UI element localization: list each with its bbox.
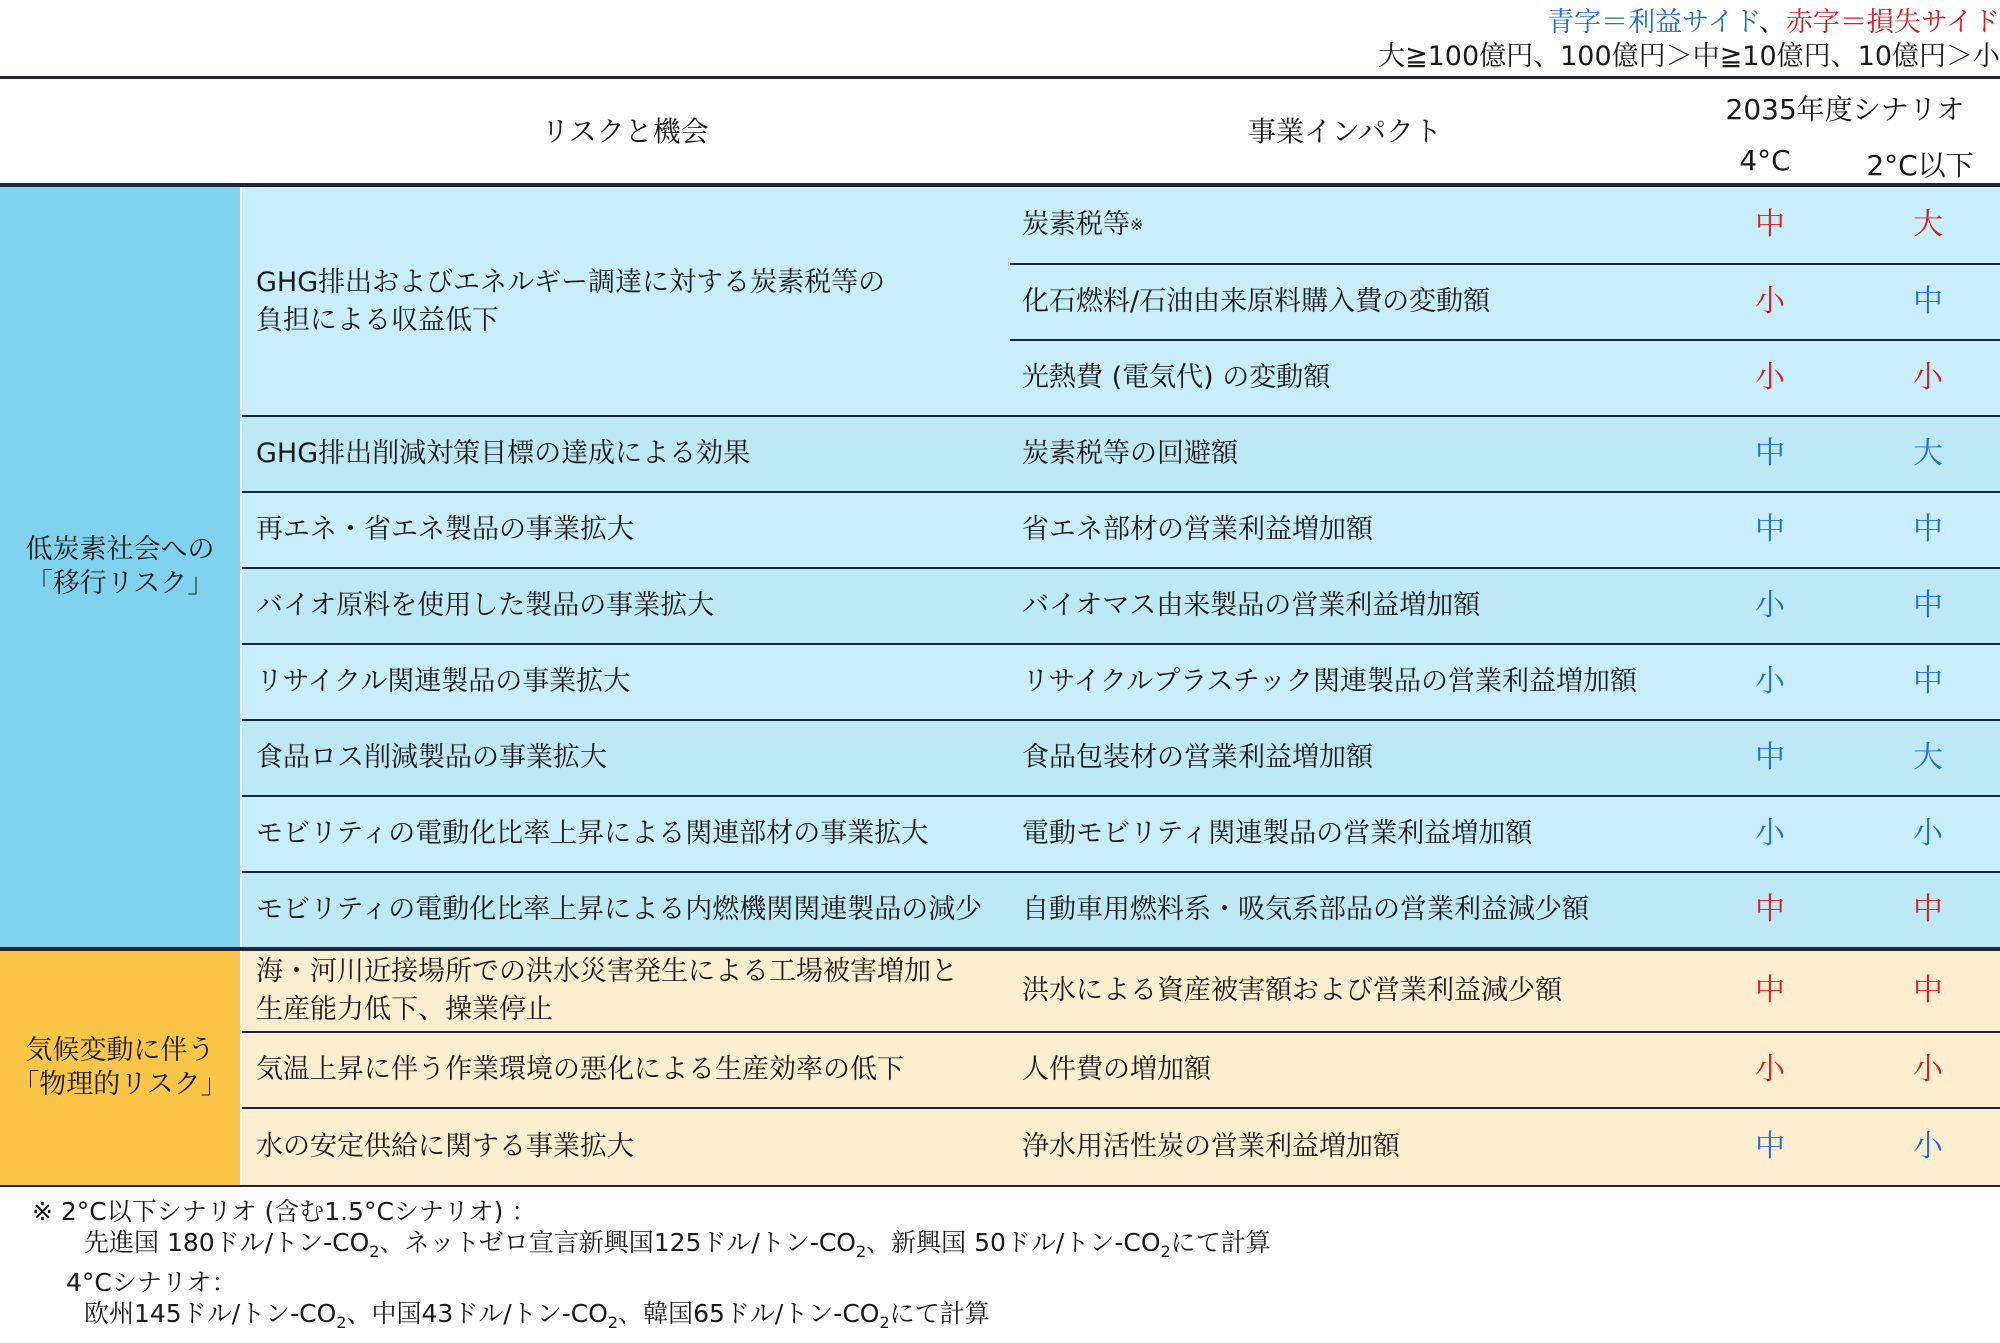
table-row (242, 417, 2000, 491)
table-row (242, 797, 2000, 871)
impact-cell: 省エネ部材の営業利益増加額 (1022, 514, 1373, 545)
impact-cell (1022, 187, 1702, 263)
level-4c: 小 (1755, 664, 1785, 699)
level-2c: 中 (1913, 892, 1943, 927)
category-physical-line1: 気候変動に伴う (25, 1035, 215, 1066)
level-2c: 中 (1913, 664, 1943, 699)
footnote (32, 1196, 1271, 1338)
footnote-line2: 先進国 180ドル/トン$-CO_2$、ネットゼロ宣言新興国125ドル/トン$-CO_2$、新興国 50ドル/トン$-CO_2$にて計算 (84, 1228, 1271, 1261)
table-row (242, 721, 2000, 795)
level-4c: 小 (1755, 360, 1785, 395)
header-impact: 事業インパクト (1247, 115, 1443, 148)
header-4c: 4°C (1739, 144, 1791, 177)
level-2c: 中 (1913, 284, 1943, 319)
risk-cell: 水の安定供給に関する事業拡大 (256, 1131, 634, 1162)
level-2c: 小 (1913, 816, 1943, 851)
risk-cell: リサイクル関連製品の事業拡大 (256, 666, 631, 697)
level-4c: 小 (1755, 1052, 1785, 1087)
level-2c: 大 (1913, 436, 1943, 471)
impact-cell: 食品包装材の営業利益増加額 (1022, 742, 1373, 773)
table-row (242, 1109, 2000, 1185)
level-2c: 中 (1913, 973, 1943, 1008)
impact-text: 炭素税等 (1022, 209, 1130, 240)
level-2c: 大 (1913, 207, 1943, 242)
impact-cell: 洪水による資産被害額および営業利益減少額 (1022, 975, 1562, 1006)
risk-cell: モビリティの電動化比率上昇による関連部材の事業拡大 (256, 818, 929, 849)
risk-cell: 再エネ・省エネ製品の事業拡大 (256, 514, 634, 545)
level-4c: 中 (1755, 740, 1785, 775)
level-4c: 中 (1755, 207, 1785, 242)
footnote-line4: 欧州145ドル/トン$-CO_2$、中国43ドル/トン$-CO_2$、韓国65ドル/トン$-CO_2$にて計算 (84, 1299, 990, 1332)
header-risk: リスクと機会 (541, 115, 709, 148)
table-row (242, 1033, 2000, 1107)
level-4c: 小 (1755, 284, 1785, 319)
impact-cell: 化石燃料/石油由来原料購入費の変動額 (1022, 286, 1491, 317)
impact-cell: 浄水用活性炭の営業利益増加額 (1022, 1131, 1400, 1162)
category-physical-line2: 「物理的リスク」 (12, 1069, 228, 1100)
table-row (242, 873, 2000, 947)
risk-cell (256, 951, 1016, 1031)
table-row (242, 569, 2000, 643)
risk-cell: バイオ原料を使用した製品の事業拡大 (256, 590, 715, 621)
category-transition-line1: 低炭素社会への (25, 534, 215, 565)
legend-loss: 赤字＝損失サイド (1785, 7, 2000, 38)
level-4c: 小 (1755, 816, 1785, 851)
legend-scale: 大≧100億円、100億円＞中≧10億円、10億円＞小 (1377, 41, 2000, 72)
table-bottom-rule (0, 1185, 2000, 1187)
level-2c: 中 (1913, 588, 1943, 623)
table-row (242, 187, 2000, 263)
risk-cell: モビリティの電動化比率上昇による内燃機関関連製品の減少 (256, 894, 983, 925)
legend (1378, 6, 2000, 74)
level-4c: 中 (1755, 512, 1785, 547)
table-row (242, 265, 2000, 339)
impact-cell: 自動車用燃料系・吸気系部品の営業利益減少額 (1022, 894, 1589, 925)
legend-profit: 青字＝利益サイド (1547, 7, 1759, 38)
risk-text-line2: 生産能力低下、操業停止 (256, 994, 553, 1025)
table-row (242, 951, 2000, 1031)
level-4c: 中 (1755, 973, 1785, 1008)
level-4c: 小 (1755, 588, 1785, 623)
impact-cell: 電動モビリティ関連製品の営業利益増加額 (1022, 818, 1533, 849)
risk-cell: GHG排出削減対策目標の達成による効果 (256, 438, 751, 469)
legend-sides (1378, 6, 2000, 40)
impact-cell: 光熱費 (電気代) の変動額 (1022, 362, 1331, 393)
header-2c: 2°C以下 (1866, 149, 1974, 182)
impact-cell: リサイクルプラスチック関連製品の営業利益増加額 (1022, 666, 1638, 697)
level-4c: 中 (1755, 436, 1785, 471)
table-row (242, 493, 2000, 567)
category-physical-risk (0, 951, 240, 1185)
impact-cell: 炭素税等の回避額 (1022, 438, 1238, 469)
header-scenario: 2035年度シナリオ (1725, 93, 1965, 126)
risk-cell: 食品ロス削減製品の事業拡大 (256, 742, 607, 773)
level-2c: 中 (1913, 512, 1943, 547)
level-2c: 小 (1913, 1129, 1943, 1164)
level-2c: 小 (1913, 360, 1943, 395)
level-4c: 中 (1755, 892, 1785, 927)
category-transition-line2: 「移行リスク」 (25, 568, 215, 599)
impact-cell: 人件費の増加額 (1022, 1054, 1211, 1085)
impact-note-mark: ※ (1130, 215, 1144, 234)
impact-cell: バイオマス由来製品の営業利益増加額 (1022, 590, 1481, 621)
footnote-line3: 4°Cシナリオ： (66, 1268, 237, 1297)
category-transition-risk (0, 187, 240, 947)
risk-text-line1: 海・河川近接場所での洪水災害発生による工場被害増加と (256, 956, 958, 987)
header-top-rule (0, 76, 2000, 79)
risk-text-line2: 負担による収益低下 (256, 304, 499, 336)
level-4c: 中 (1755, 1129, 1785, 1164)
table-row (242, 645, 2000, 719)
risk-text-line1: GHG排出およびエネルギー調達に対する炭素税等の (256, 266, 886, 298)
footnote-line1: ※ 2°C以下シナリオ (含む1.5°Cシナリオ) ： (32, 1197, 537, 1226)
legend-sep: 、 (1758, 7, 1786, 38)
level-2c: 小 (1913, 1052, 1943, 1087)
risk-cell: 気温上昇に伴う作業環境の悪化による生産効率の低下 (256, 1054, 904, 1085)
table-row (242, 341, 2000, 415)
level-2c: 大 (1913, 740, 1943, 775)
